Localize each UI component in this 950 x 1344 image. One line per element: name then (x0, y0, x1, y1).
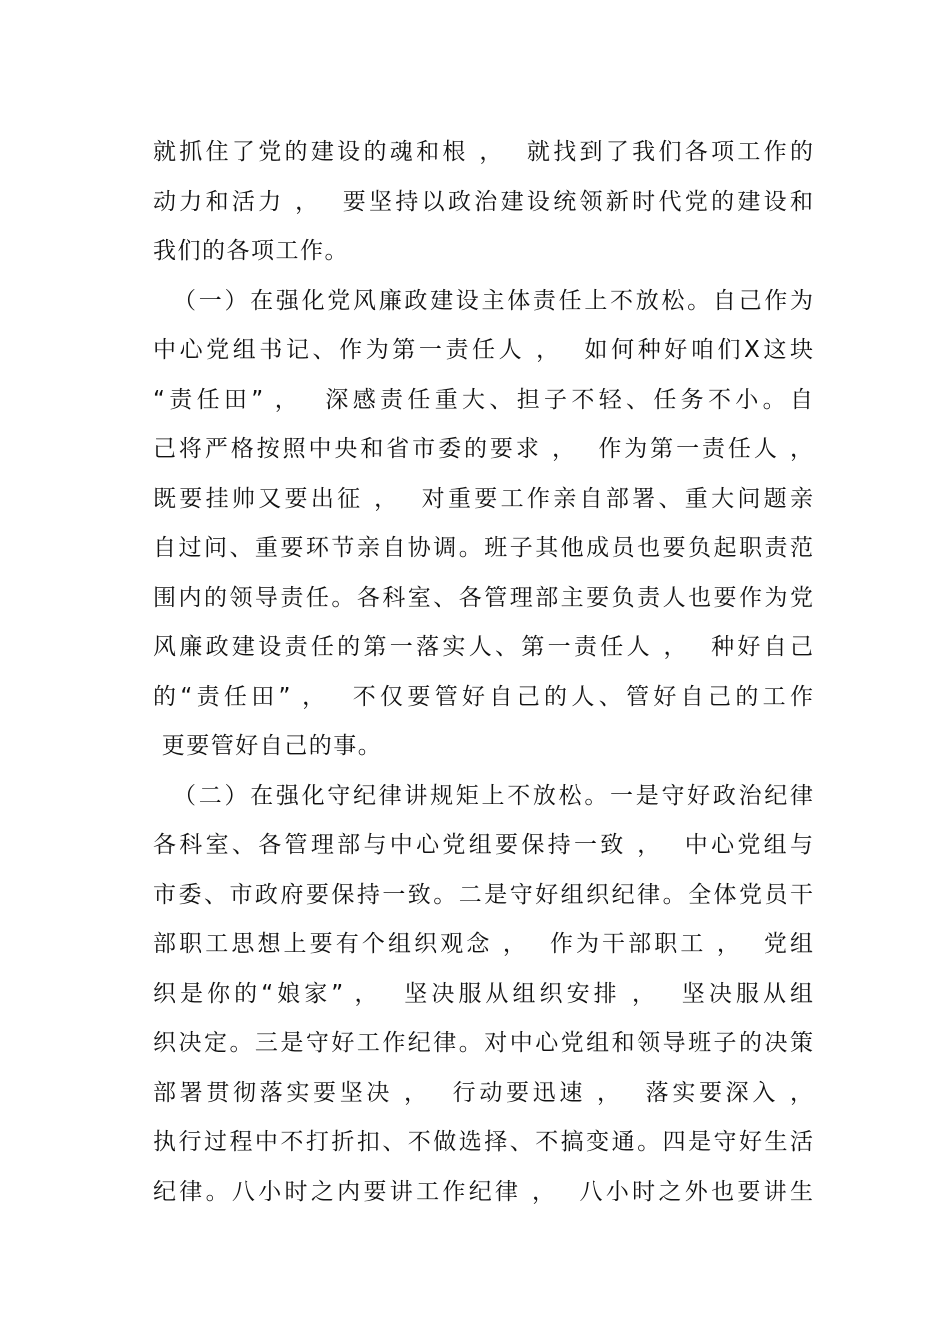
text-line: 我们的各项工作。 (153, 238, 349, 264)
text-line: 既要挂帅又要出征 ， 对重要工作亲自部署、重大问题亲 (153, 485, 813, 512)
text-line: 各科室、各管理部与中心党组要保持一致 ， 中心党组与 (153, 832, 813, 858)
body-text (153, 128, 813, 1217)
text-line: 部职工思想上要有个组织观念 ， 作为干部职工 ， 党组 (153, 931, 813, 957)
text-line: 市委、市政府要保持一致。二是守好组织纪律。全体党员干 (153, 881, 813, 908)
text-line: 执行过程中不打折扣、不做选择、不搞变通。四是守好生活 (153, 1129, 813, 1155)
text-line: 织决定。三是守好工作纪律。对中心党组和领导班子的决策 (153, 1030, 813, 1056)
text-line: 纪律。八小时之内要讲工作纪律 ， 八小时之外也要讲生 (153, 1178, 813, 1205)
text-line: 风廉政建设责任的第一落实人、第一责任人 ， 种好自己 (153, 634, 813, 660)
text-line: 就抓住了党的建设的魂和根 ， 就找到了我们各项工作的 (153, 139, 813, 165)
text-line: “责任田” ， 深感责任重大、担子不轻、任务不小。自 (153, 386, 813, 413)
text-line: （二）在强化守纪律讲规矩上不放松。一是守好政治纪律 (153, 782, 813, 809)
text-line: 的“责任田” ， 不仅要管好自己的人、管好自己的工作 (153, 683, 813, 710)
text-line: 部署贯彻落实要坚决 ， 行动要迅速 ， 落实要深入 ， (153, 1079, 813, 1106)
text-line: 己将严格按照中央和省市委的要求 ， 作为第一责任人 ， (153, 436, 813, 462)
text-line: 自过问、重要环节亲自协调。班子其他成员也要负起职责范 (153, 535, 813, 561)
text-line: 织是你的“娘家” ， 坚决服从组织安排 ， 坚决服从组 (153, 980, 813, 1007)
text-line: 中心党组书记、作为第一责任人 ， 如何种好咱们X这块 (153, 337, 813, 363)
text-line: 更要管好自己的事。 (153, 733, 383, 759)
text-line: 动力和活力 ， 要坚持以政治建设统领新时代党的建设和 (153, 188, 813, 215)
text-line: （一）在强化党风廉政建设主体责任上不放松。自己作为 (153, 287, 813, 314)
text-line: 围内的领导责任。各科室、各管理部主要负责人也要作为党 (153, 584, 813, 611)
